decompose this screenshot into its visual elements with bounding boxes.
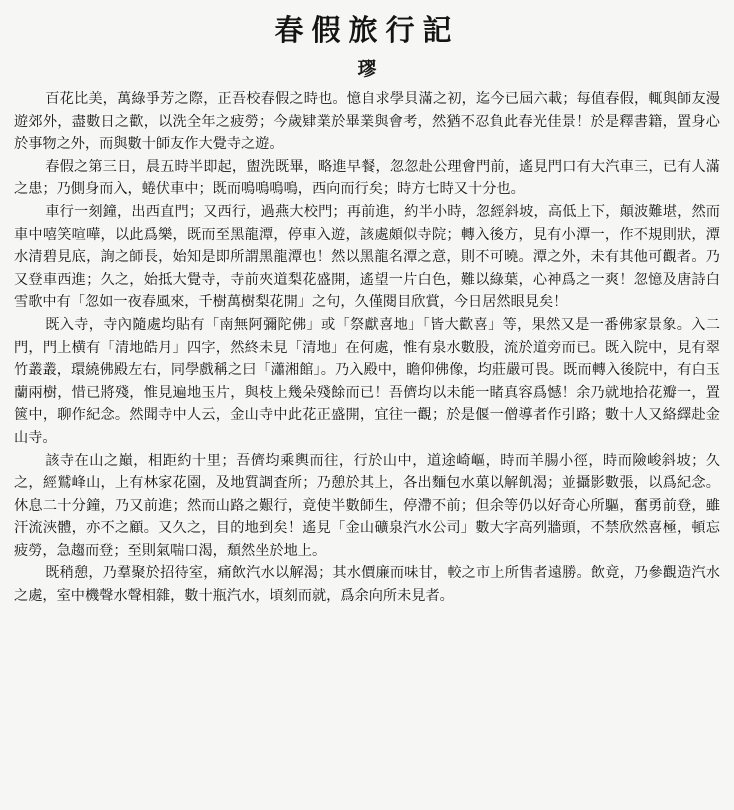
paragraph: 既稍憩，乃羣聚於招待室，痛飲汽水以解渴；其水價廉而味甘，較之市上所售者遠勝。飲竟，乃參觀造汽水之處，室中機聲水聲相雜，數十瓶汽水，頃刻而就，爲余向所未見者。 <box>14 565 720 605</box>
paragraph: 車行一刻鐘，出西直門；又西行，過燕大校門；再前進，約半小時，忽經斜坡，高低上下，顛波難堪，然而車中嘻笑喧嘩，以此爲樂，既而至黑龍潭，停車入遊，該處頗似寺院；轉入後方，見有小潭一，作不規則狀，潭水清碧見底，詢之師長，始知是即所謂黑龍潭也！然以黑龍名潭之意，則不可曉。潭之外，未有其他可觀者。乃又登車西進；久之，始抵大覺寺，寺前夾道梨花盛開，遙望一片白色，難以綠葉，心神爲之一爽！忽憶及唐詩白雪歌中有「忽如一夜春風來，千樹萬樹梨花開」之句，久僅閱目欣賞，今日居然眼見矣！ <box>14 203 720 311</box>
article-body <box>14 88 720 608</box>
article-title: 春假旅行記 <box>274 13 460 47</box>
article-author: 璆 <box>357 58 377 80</box>
paragraph: 春假之第三日，晨五時半即起，盥洗既畢，略進早餐，忽忽赴公理會門前，遙見門口有大汽車三，已有人滿之患；乃側身而入，蜷伏車中；既而鳴鳴鳴鳴，西向而行矣；時方七時又十分也。 <box>14 158 720 198</box>
paragraph: 既入寺，寺內隨處均貼有「南無阿彌陀佛」或「祭獻喜地」「皆大歡喜」等，果然又是一番佛家景象。入二門，門上横有「清地皓月」四字，然終未見「清地」在何處，惟有泉水數股，流於道旁而已。既入院中，見有翠竹叢叢，環繞佛殿左右，同學戲稱之曰「瀟湘館」。乃入殿中，瞻仰佛像，均莊嚴可畏。既而轉入後院中，有白玉蘭兩樹，惜已將殘，惟見遍地玉片，與枝上幾朵殘餘而已！吾儕均以未能一睹真容爲憾！余乃就地拾花瓣一，置篋中，聊作紀念。然聞寺中人云，金山寺中此花正盛開，宜往一觀；於是偃一僧導者作引路；數十人又絡繹赴金山寺。 <box>14 316 720 446</box>
paragraph: 百花比美，萬綠爭芳之際，正吾校春假之時也。憶自求學貝滿之初，迄今已屆六載；每值春假，輒與師友漫遊郊外，盡數日之歡，以洗全年之疲勞；今歲肄業於畢業與會考，然猶不忍負此春光佳景！於是釋書籍，置身心於事物之外，而與數十師友作大覺寺之遊。 <box>14 91 720 153</box>
paragraph: 該寺在山之巔，相距約十里；吾儕均乘輿而往，行於山中，道途崎嶇，時而羊腸小徑，時而險峻斜坡；久之，經鷲峰山，上有林家花園，及地質調査所；乃憩於其上，各出麵包水菓以解飢渴；並攝影數張，以爲紀念。休息二十分鐘，乃又前進；然而山路之艱行，竟使半數師生，停滯不前；但余等仍以好奇心所驅，奮勇前登，雖汗流浹體，亦不之顧。又久之，目的地到矣！遙見「金山礦泉汽水公司」數大字高列牆頭，不禁欣然喜極，頓忘疲勞，急趨而登；至則氣喘口渴，頹然坐於地上。 <box>14 452 720 559</box>
